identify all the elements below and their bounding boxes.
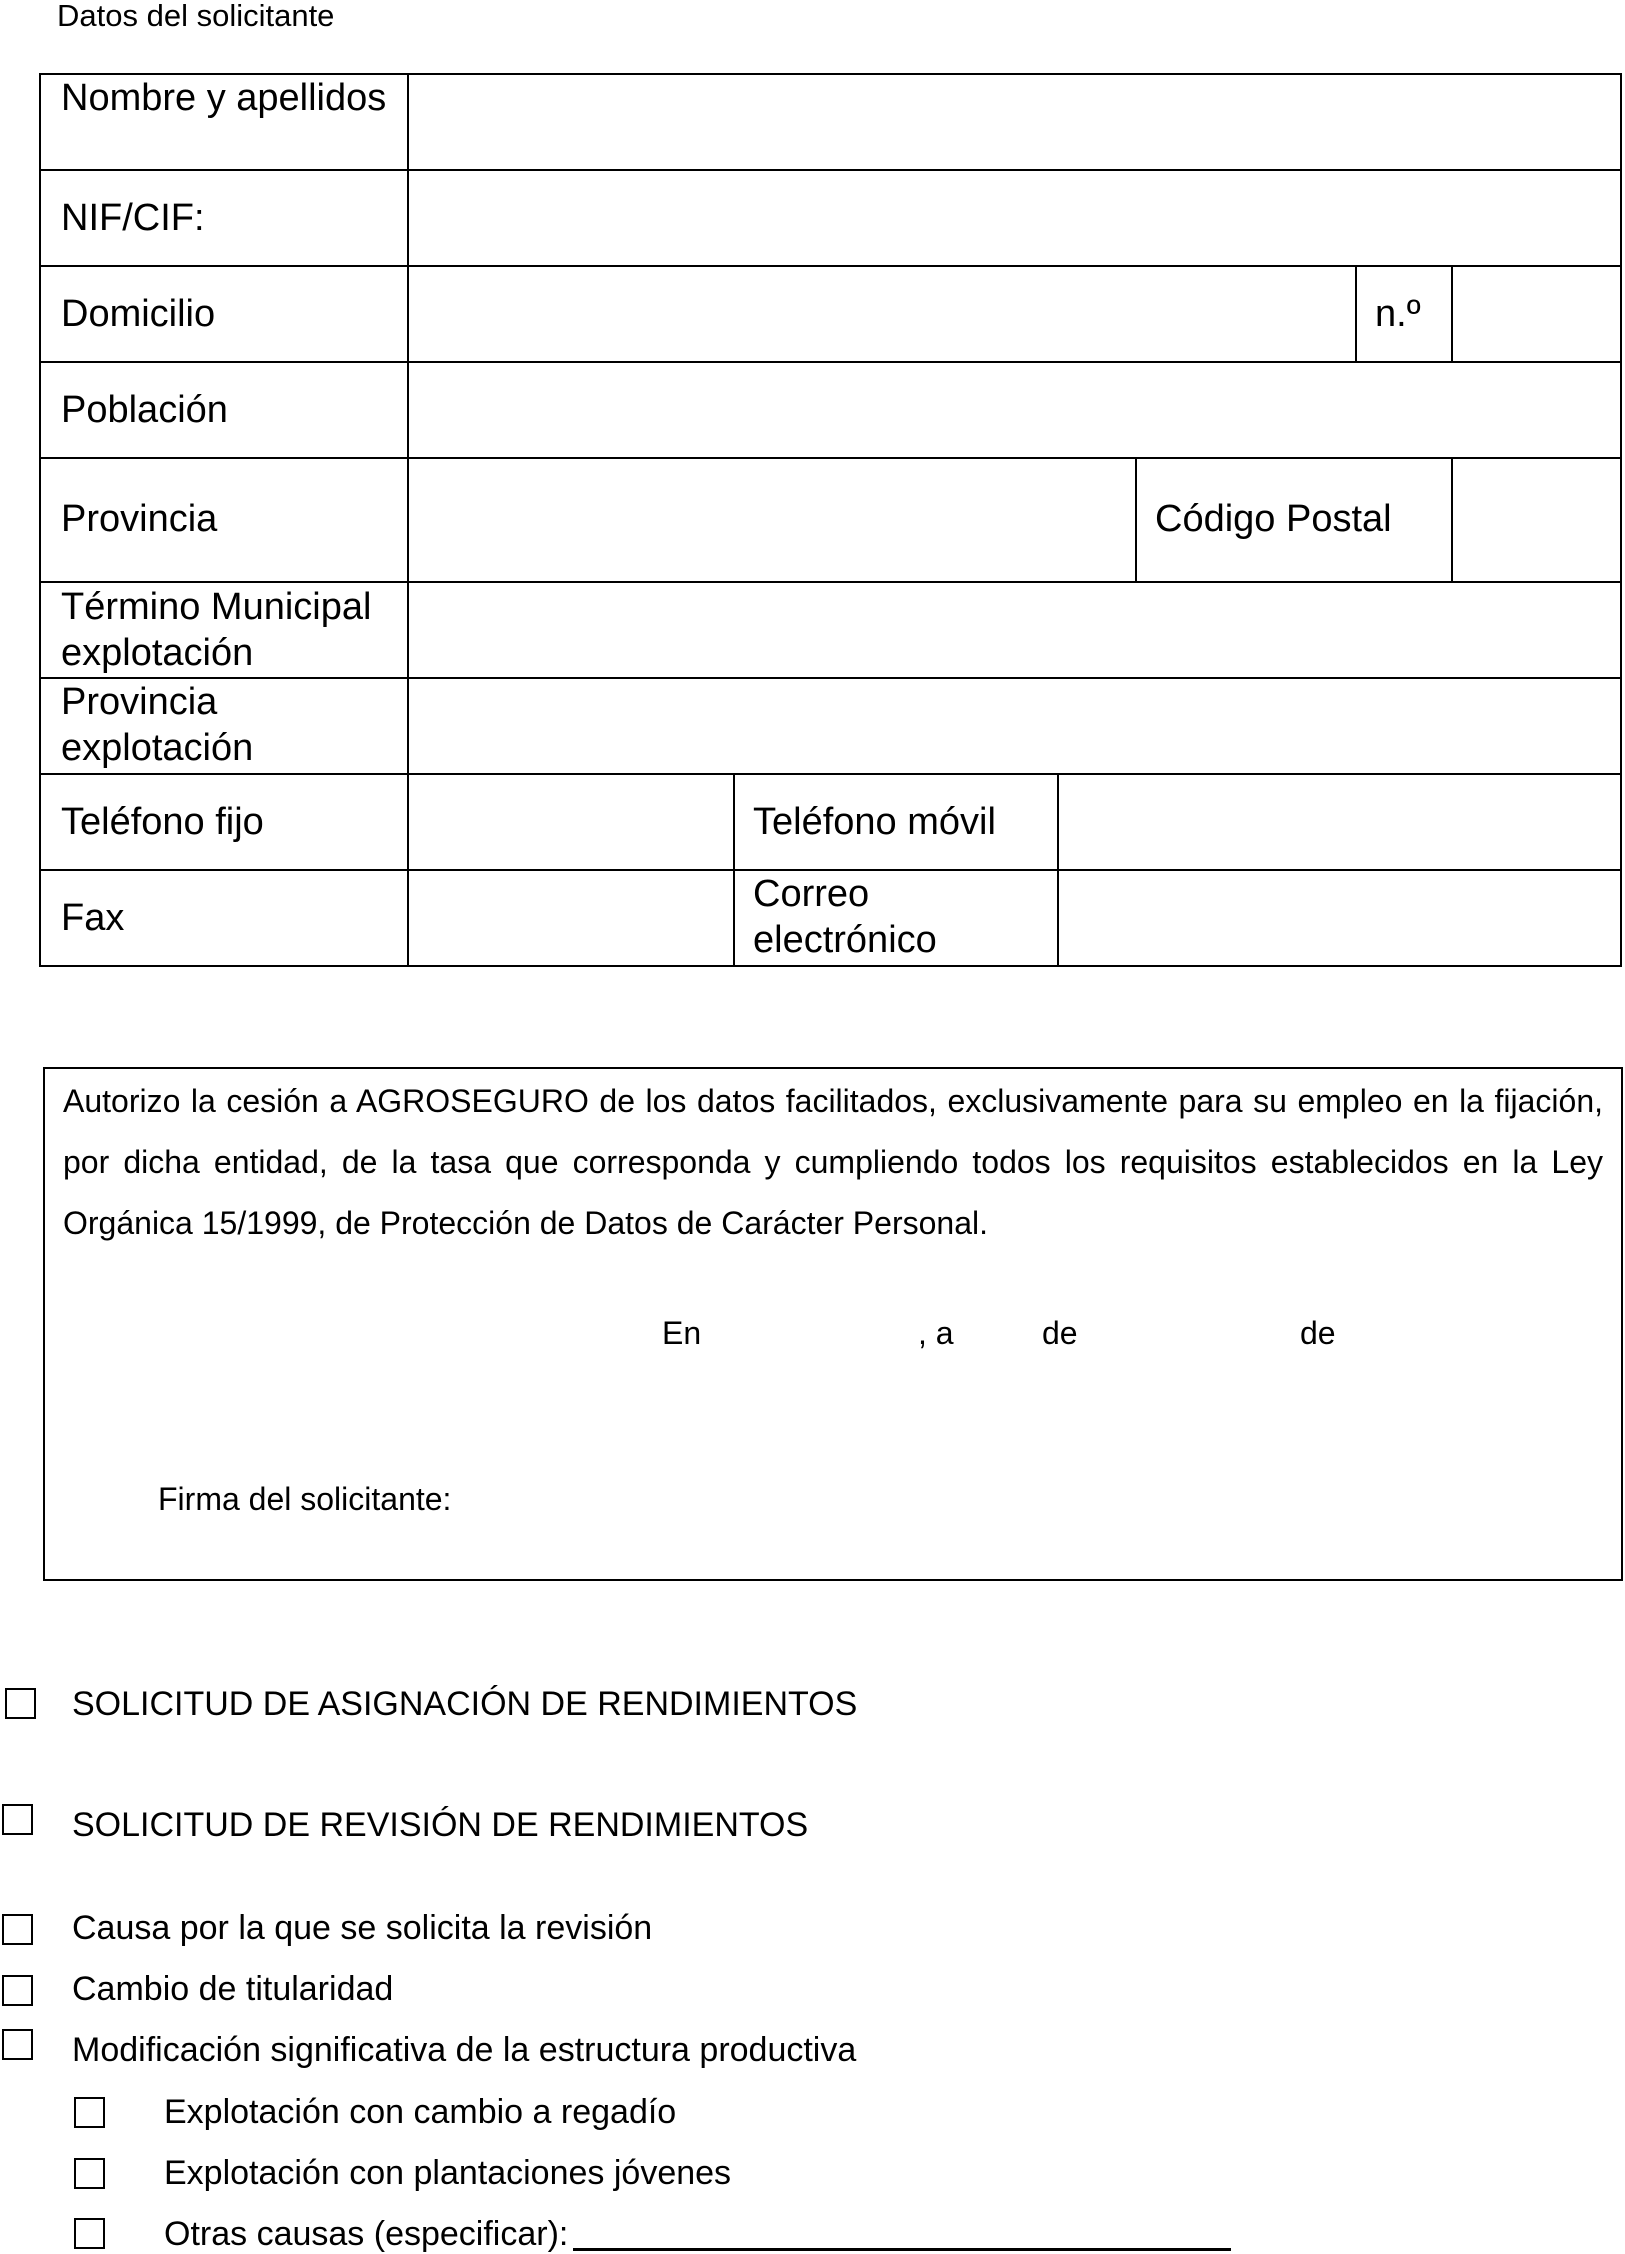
field-provincia[interactable] [411,459,1133,579]
field-correo[interactable] [1061,871,1620,963]
option-revision: SOLICITUD DE REVISIÓN DE RENDIMIENTOS [72,1806,809,1844]
place-comma-a: , a [918,1315,954,1351]
label-fax: Fax [61,897,125,939]
label-provincia-explotacion: Provincia explotación [61,681,254,769]
label-poblacion: Población [61,389,228,431]
field-fax[interactable] [411,871,731,963]
option-titularidad: Cambio de titularidad [72,1970,394,2008]
checkbox-modificacion[interactable] [2,2029,33,2060]
label-telefono-movil: Teléfono móvil [753,801,996,843]
field-nombre[interactable] [411,77,1620,167]
label-domicilio: Domicilio [61,293,216,335]
checkbox-regadio[interactable] [74,2097,105,2128]
field-codigo-postal[interactable] [1455,459,1620,579]
option-asignacion: SOLICITUD DE ASIGNACIÓN DE RENDIMIENTOS [72,1685,858,1723]
checkbox-titularidad[interactable] [2,1975,33,2006]
option-plantaciones: Explotación con plantaciones jóvenes [164,2154,732,2192]
checkbox-revision[interactable] [2,1804,33,1835]
otras-causas-field[interactable] [573,2248,1231,2251]
date-de-2: de [1300,1315,1336,1351]
date-de-1: de [1042,1315,1078,1351]
checkbox-asignacion[interactable] [5,1688,36,1719]
field-provincia-explotacion[interactable] [411,679,1620,771]
option-causa: Causa por la que se solicita la revisión [72,1909,653,1947]
label-numero: n.º [1375,293,1421,335]
label-nif: NIF/CIF: [61,197,205,239]
field-nif[interactable] [411,171,1620,263]
label-correo: Correo electrónico [753,873,937,961]
place-en: En [662,1315,702,1351]
field-numero[interactable] [1455,267,1620,359]
label-codigo-postal: Código Postal [1155,498,1392,540]
checkbox-otras[interactable] [74,2218,105,2249]
field-domicilio[interactable] [411,267,1353,359]
checkbox-causa[interactable] [2,1914,33,1945]
label-termino-municipal: Término Municipal explotación [61,586,372,674]
option-otras: Otras causas (especificar): [164,2215,569,2253]
applicant-data-table [39,73,1622,967]
option-regadio: Explotación con cambio a regadío [164,2093,677,2131]
field-telefono-fijo[interactable] [411,775,731,867]
label-provincia: Provincia [61,498,218,540]
authorization-text: Autorizo la cesión a AGROSEGURO de los datos facilitados, exclusivamente para su empleo en la fijación, por dicha entidad, de la tasa que corresponda y cumpliendo todos los requisitos establecidos en la Ley Orgánica 15/1999, de Protección de Datos de Carácter Personal. [63,1083,1603,1241]
label-telefono-fijo: Teléfono fijo [61,801,264,843]
signature-label: Firma del solicitante: [158,1481,452,1517]
field-termino-municipal[interactable] [411,583,1620,675]
field-poblacion[interactable] [411,363,1620,455]
section-title: Datos del solicitante [57,0,335,33]
field-telefono-movil[interactable] [1061,775,1620,867]
label-nombre: Nombre y apellidos [61,77,387,119]
checkbox-plantaciones[interactable] [74,2158,105,2189]
option-modificacion: Modificación significativa de la estructura productiva [72,2031,857,2069]
